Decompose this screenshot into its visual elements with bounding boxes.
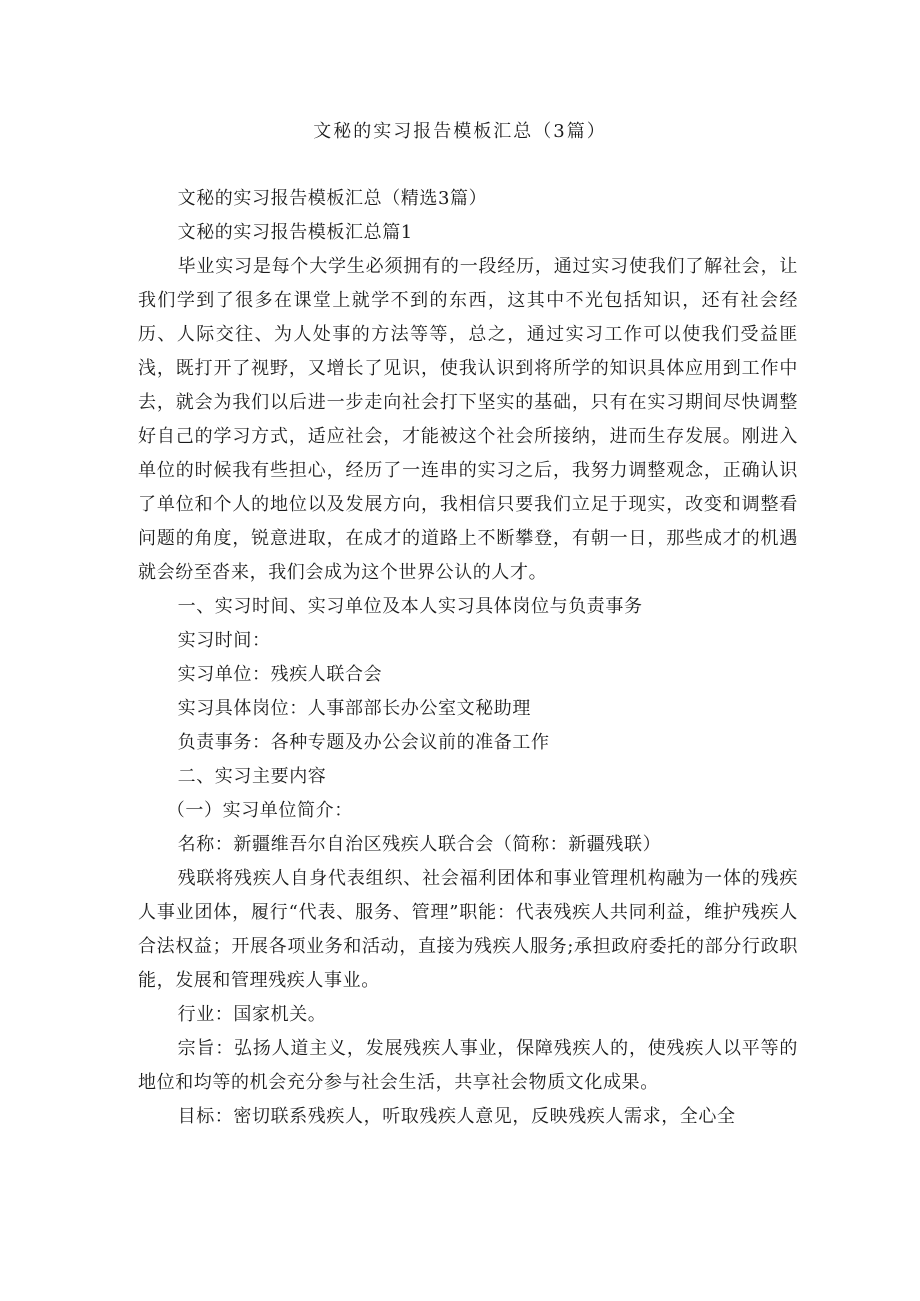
body-paragraph: 宗旨：弘扬人道主义，发展残疾人事业，保障残疾人的，使残疾人以平等的地位和均等的机会充分参与社会生活，共享社会物质文化成果。 — [138, 1038, 798, 1093]
body-line: 实习时间： — [177, 630, 271, 651]
body-line: 名称：新疆维吾尔自治区残疾人联合会（简称：新疆残联） — [177, 834, 662, 855]
section-heading: 文秘的实习报告模板汇总篇1 — [177, 222, 413, 243]
section-heading: 一、实习时间、实习单位及本人实习具体岗位与负责事务 — [177, 596, 643, 617]
body-paragraph: 残联将残疾人自身代表组织、社会福利团体和事业管理机构融为一体的残疾人事业团体，履行“代表、服务、管理”职能：代表残疾人共同利益，维护残疾人合法权益；开展各项业务和活动，直接为残疾人服务;承担政府委托的部分行政职能，发展和管理残疾人事业。 — [138, 868, 798, 991]
body-line: 行业：国家机关。 — [177, 1004, 327, 1025]
document-body — [138, 182, 798, 1134]
subsection-heading: （一）实习单位简介： — [166, 800, 353, 821]
body-line: 负责事务：各种专题及办公会议前的准备工作 — [177, 732, 550, 753]
body-line: 实习具体岗位：人事部部长办公室文秘助理 — [177, 698, 531, 719]
document-title: 文秘的实习报告模板汇总（3篇） — [313, 121, 607, 142]
body-paragraph: 目标：密切联系残疾人，听取残疾人意见，反映残疾人需求，全心全 — [177, 1106, 736, 1127]
body-line: 实习单位：残疾人联合会 — [177, 664, 383, 685]
body-paragraph: 毕业实习是每个大学生必须拥有的一段经历，通过实习使我们了解社会，让我们学到了很多在课堂上就学不到的东西，这其中不光包括知识，还有社会经历、人际交往、为人处事的方法等等，总之，通过实习工作可以使我们受益匪浅，既打开了视野，又增长了见识，使我认识到将所学的知识具体应用到工作中去，就会为我们以后进一步走向社会打下坚实的基础，只有在实习期间尽快调整好自己的学习方式，适应社会，才能被这个社会所接纳，进而生存发展。刚进入单位的时候我有些担心，经历了一连串的实习之后，我努力调整观念，正确认识了单位和个人的地位以及发展方向，我相信只要我们立足于现实，改变和调整看问题的角度，锐意进取，在成才的道路上不断攀登，有朝一日，那些成才的机遇就会纷至沓来，我们会成为这个世界公认的人才。 — [138, 256, 798, 583]
subtitle: 文秘的实习报告模板汇总（精选3篇） — [177, 188, 488, 209]
section-heading: 二、实习主要内容 — [177, 766, 327, 787]
